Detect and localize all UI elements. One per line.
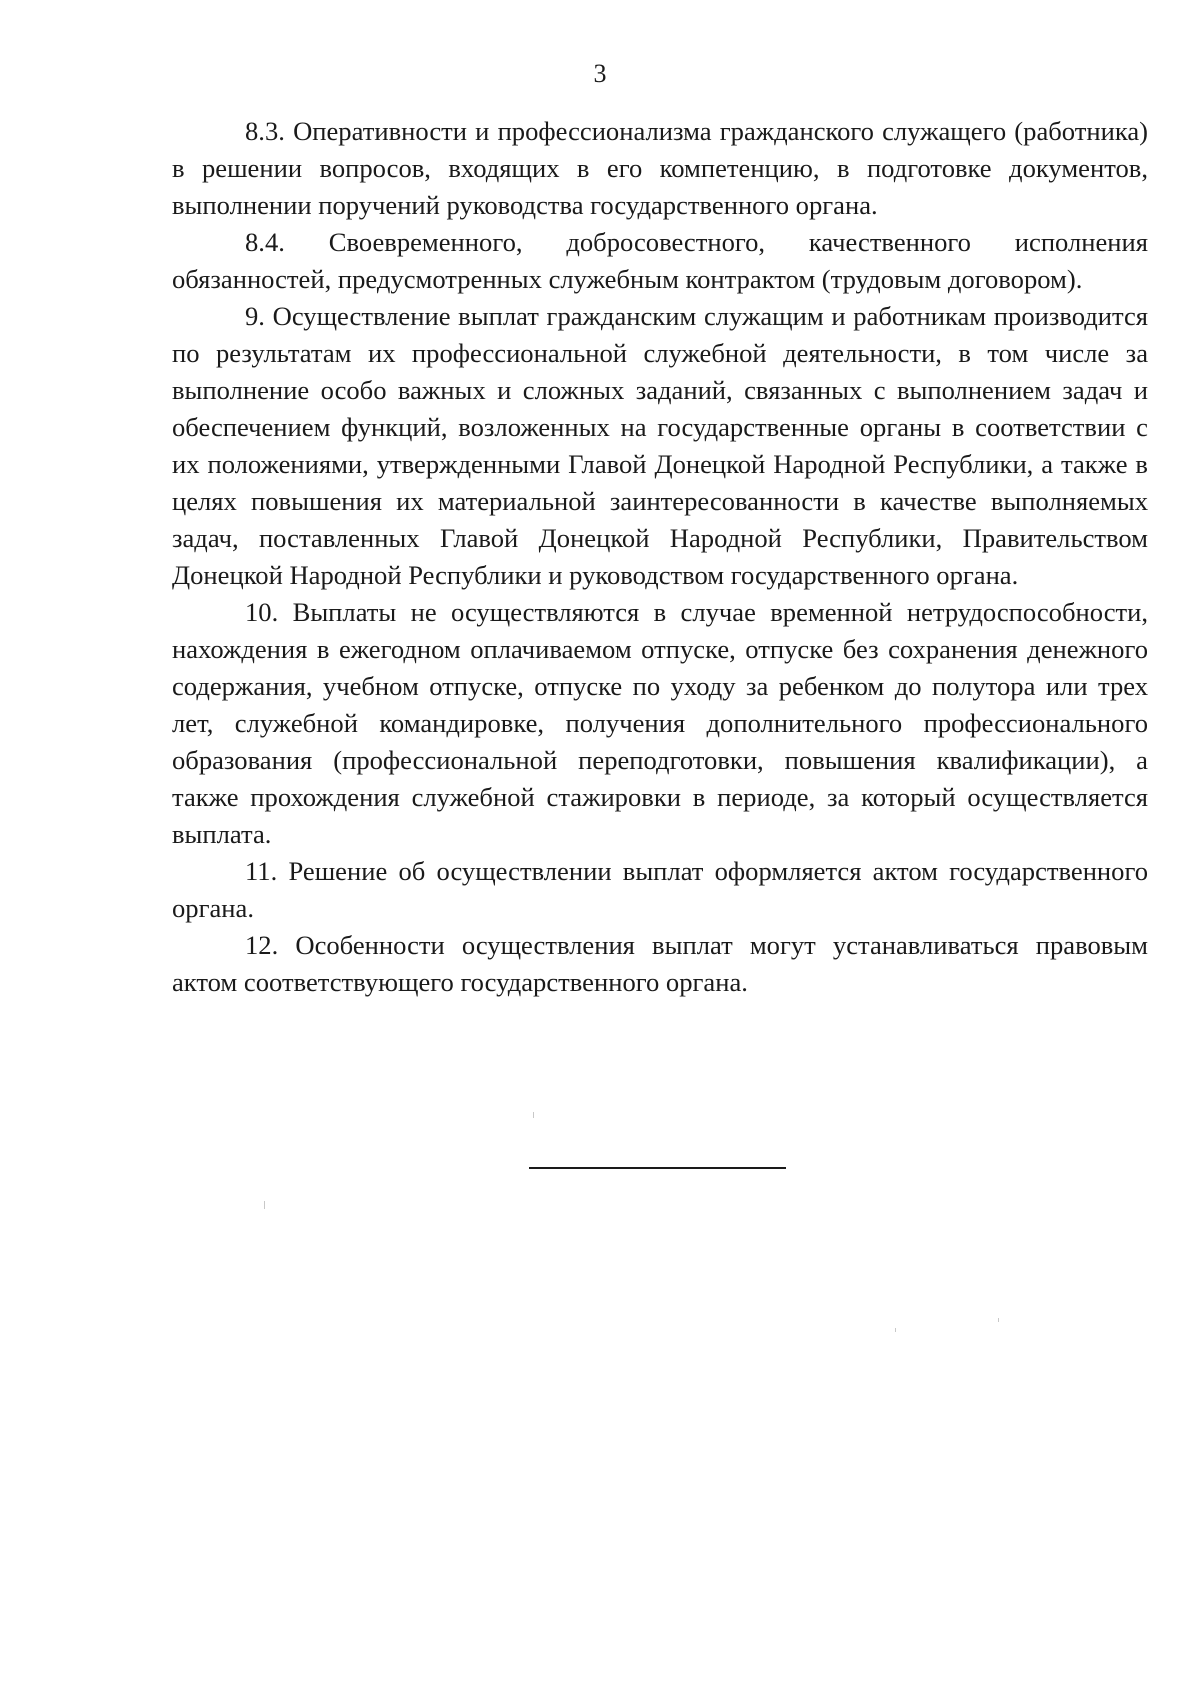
paragraph-10: 10. Выплаты не осуществляются в случае временной нетрудоспособности, нахождения в ежегодном оплачиваемом отпуске, отпуске без сохранения денежного содержания, учебном отпуске, отпуске по уходу за ребенком до полутора или трех лет, служебной командировке, получения дополнительного профессионального образования (профессиональной переподготовки, повышения квалификации), а также прохождения служебной стажировки в периоде, за который осуществляется выплата.: [172, 597, 1148, 849]
paragraph-9: 9. Осуществление выплат гражданским служащим и работникам производится по результатам их профессиональной служебной деятельности, в том числе за выполнение особо важных и сложных заданий, связанных с выполнением задач и обеспечением функций, возложенных на государственные органы в соответствии с их положениями, утвержденными Главой Донецкой Народной Республики, а также в целях повышения их материальной заинтересованности в качестве выполняемых задач, поставленных Главой Донецкой Народной Республики, Правительством Донецкой Народной Республики и руководством государственного органа.: [172, 301, 1148, 590]
page-number: 3: [593, 59, 607, 88]
scan-speck: [895, 1328, 896, 1332]
document-body: [172, 113, 1148, 1001]
paragraph-12: 12. Особенности осуществления выплат могут устанавливаться правовым актом соответствующего государственного органа.: [172, 930, 1148, 997]
end-of-document-rule: [529, 1167, 786, 1169]
paragraph-8-3: 8.3. Оперативности и профессионализма гражданского служащего (работника) в решении вопросов, входящих в его компетенцию, в подготовке документов, выполнении поручений руководства государственного органа.: [172, 116, 1148, 220]
scan-speck: [998, 1318, 999, 1322]
scan-speck: [264, 1201, 265, 1209]
scan-speck: [533, 1112, 534, 1118]
paragraph-11: 11. Решение об осуществлении выплат оформляется актом государственного органа.: [172, 856, 1148, 923]
paragraph-8-4: 8.4. Своевременного, добросовестного, качественного исполнения обязанностей, предусмотренных служебным контрактом (трудовым договором).: [172, 227, 1148, 294]
